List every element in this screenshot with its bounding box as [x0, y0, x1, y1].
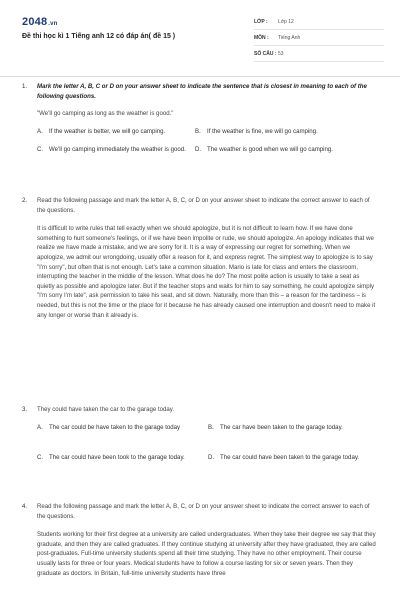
meta-label: LỚP : [254, 18, 268, 25]
question-2 [22, 196, 378, 320]
option-letter: B. [195, 127, 201, 135]
meta-value: 53 [278, 50, 284, 57]
document-meta [254, 14, 384, 62]
question-stem: "We'll go camping as long as the weather is good." [37, 110, 174, 118]
option-c[interactable] [37, 145, 187, 155]
question-number: 4. [22, 503, 28, 510]
option-letter: C. [37, 453, 44, 461]
option-b[interactable] [195, 127, 395, 137]
option-letter: D. [208, 453, 215, 461]
option-d[interactable] [195, 145, 345, 155]
meta-row-subject [254, 30, 384, 46]
options-row-2 [37, 453, 378, 475]
meta-value: Lớp 12 [278, 18, 294, 25]
question-3 [22, 405, 378, 475]
logo-text: 2048 [22, 16, 48, 28]
option-letter: C. [37, 145, 44, 153]
meta-row-question-count [254, 46, 384, 62]
question-instruction: Read the following passage and mark the letter A, B, C, or D on your answer sheet to indicate the correct answer to each of the questions. [37, 503, 370, 520]
option-letter: B. [208, 423, 214, 431]
question-instruction: Mark the letter A, B, C or D on your answer sheet to indicate the sentence that is closest in meaning to each of the following questions. [37, 83, 367, 100]
logo-suffix: .vn [48, 21, 58, 27]
reading-passage: Students working for their first degree at a university are called undergraduates. When they take their degree we say that they graduate, and then they are called graduates. If they continue studying at university after they have graduated, they are called post-graduates. Full-time university students spend all their time studying. They have no other employment. Their course usually lasts for three or four years. Medical students have to follow a course lasting for six or seven years. Then they graduate as doctors. In Britain, full-time university students have three [37, 531, 376, 577]
option-letter: D. [195, 145, 202, 153]
option-text: If the weather is better, we will go camping. [49, 127, 166, 135]
document-header [22, 14, 382, 72]
option-b[interactable] [208, 423, 378, 433]
question-number: 1. [22, 83, 28, 90]
header-divider [0, 76, 400, 77]
options-row-1 [37, 127, 378, 139]
option-text: The weather is good when we will go camping. [207, 145, 334, 153]
options-row-1 [37, 423, 378, 445]
option-text: The car could have been taken to the garage today. [220, 453, 360, 461]
option-letter: A. [37, 423, 43, 431]
site-logo[interactable] [22, 16, 58, 28]
option-a[interactable] [37, 127, 205, 137]
meta-label: MÔN : [254, 34, 269, 41]
question-4 [22, 502, 378, 578]
meta-label: SỐ CÂU : [254, 50, 277, 57]
document-title: Đề thi học kì 1 Tiếng anh 12 có đáp án( đề 15 ) [22, 33, 176, 40]
option-text: The car could be have taken to the garage today [49, 423, 181, 431]
reading-passage: It is difficult to write rules that tell exactly when we should apologize, but it is not difficult to learn how. If we have done something to hurt someone's feelings, or if we have been impolite or rude, we should apologize. An apology indicates that we realize we have made a mistake, and we are sorry for it. It is a way of expressing our regret for something. When we apologize, we admit our wrongdoing, usually offer a reason for it, and express regret. The simplest way to apologize is to say "I'm sorry", but often that is not enough. Let's take a common situation. Mario is late for class and enters the classroom, interrupting the teacher in the middle of the lesson. What does he do? The most polite action is usually to take a seat as quietly as possible and apologize later. But if the teacher stops and waits for him to say something, he could apologize simply "I'm sorry I'm late", ask permission to take his seat, and sit down. Naturally, more than this – a reason for the tardiness – is needed, but this is not the time or the place for it because he has already caused one interruption and doesn't need to make it any longer or worse than it already is. [37, 225, 376, 319]
meta-value: Tiếng Anh [278, 34, 301, 41]
option-text: If the weather is fine, we will go camping. [207, 127, 318, 135]
option-text: The car could have been took to the garage today. [49, 453, 185, 461]
option-letter: A. [37, 127, 43, 135]
option-c[interactable] [37, 453, 187, 463]
option-text: We'll go camping immediately the weather is good. [49, 145, 186, 153]
option-d[interactable] [208, 453, 378, 463]
question-instruction: Read the following passage and mark the letter A, B, C, or D on your answer sheet to indicate the correct answer to each of the questions. [37, 197, 370, 214]
options-row-2 [37, 145, 378, 167]
question-number: 2. [22, 197, 28, 204]
option-text: The car have been taken to the garage today. [220, 423, 343, 431]
question-number: 3. [22, 406, 28, 413]
meta-row-class [254, 14, 384, 30]
option-a[interactable] [37, 423, 187, 433]
question-1 [22, 82, 378, 167]
question-stem: They could have taken the car to the garage today. [37, 406, 175, 413]
